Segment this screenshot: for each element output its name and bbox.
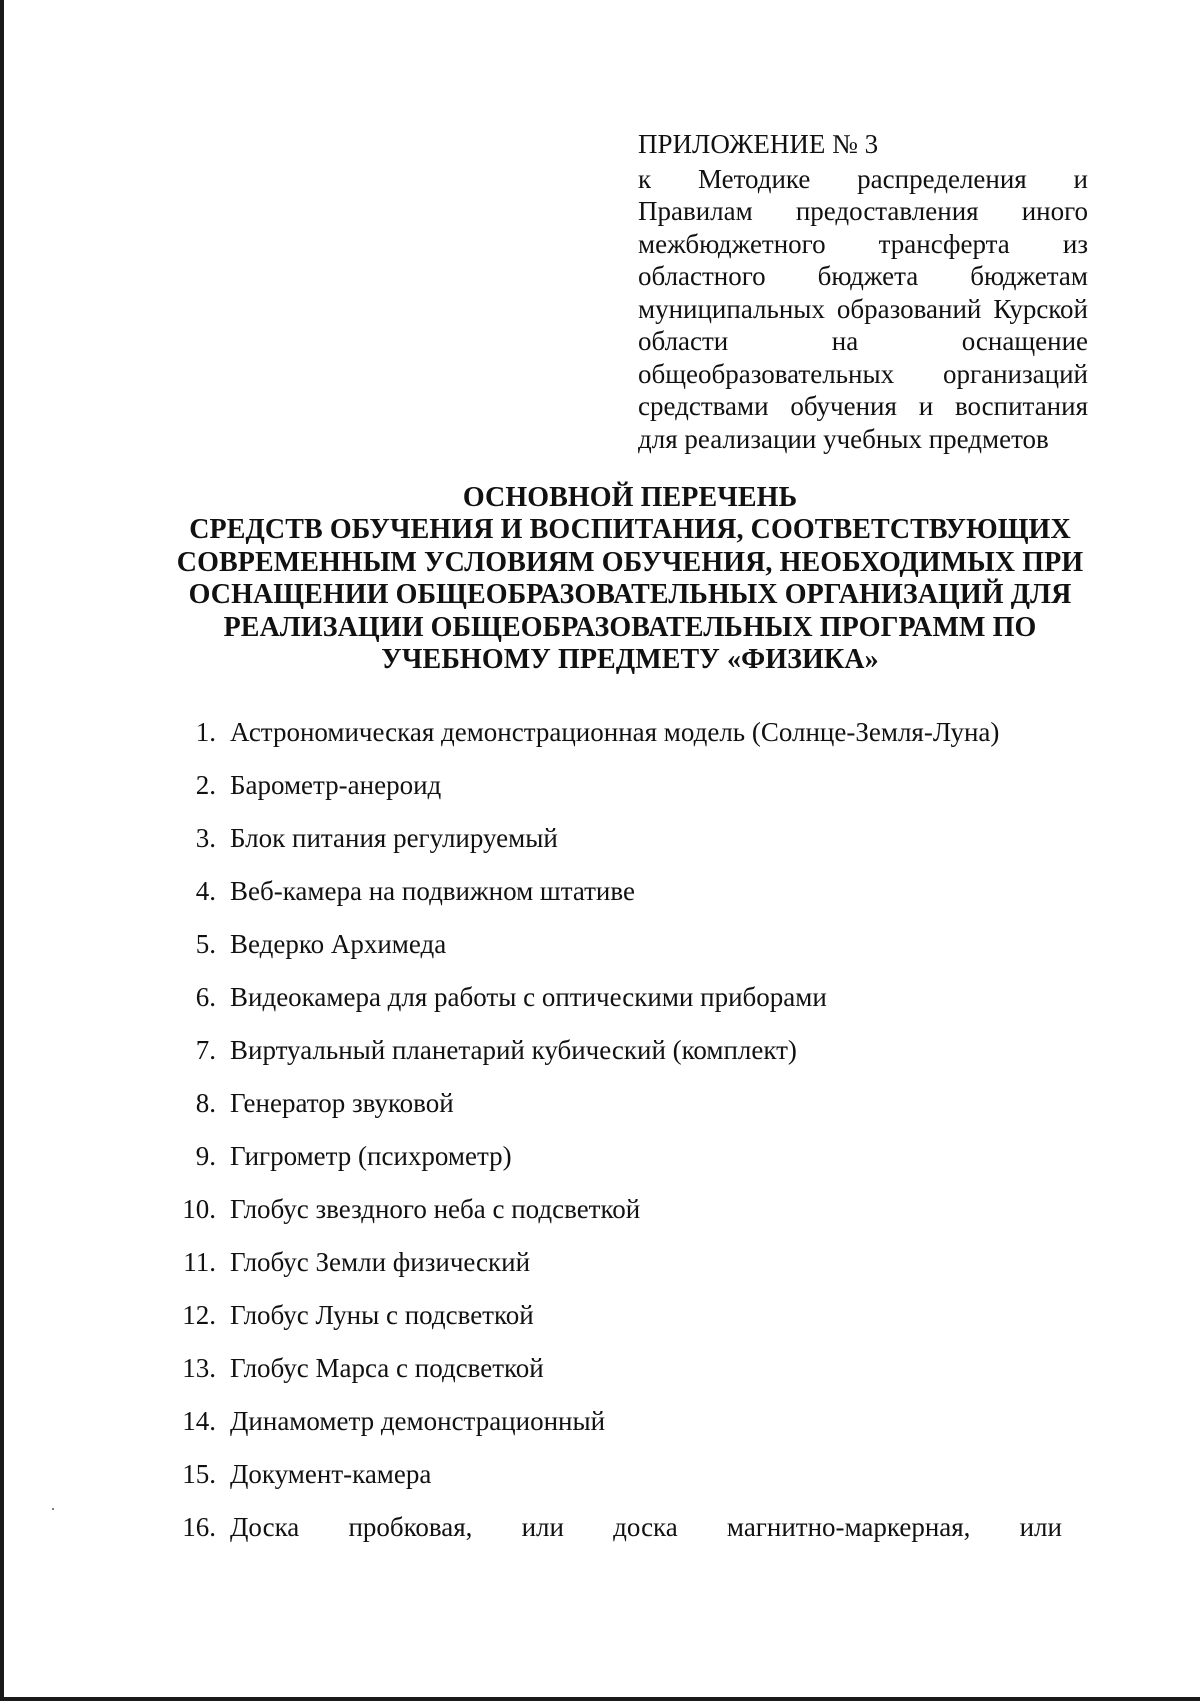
item-number: 7. xyxy=(195,1035,216,1065)
item-text: Веб-камера на подвижном штативе xyxy=(230,876,635,906)
list-item xyxy=(165,822,1065,875)
list-item xyxy=(165,1193,1065,1246)
item-text: Гигрометр (психрометр) xyxy=(230,1141,512,1171)
item-number: 12. xyxy=(182,1300,216,1330)
item-text: Видеокамера для работы с оптическими приборами xyxy=(230,982,827,1012)
item-number: 14. xyxy=(182,1406,216,1436)
item-text: Астрономическая демонстрационная модель (Солнце-Земля-Луна) xyxy=(230,717,1000,747)
list-item xyxy=(165,1246,1065,1299)
item-text: Блок питания регулируемый xyxy=(230,823,558,853)
list-item xyxy=(165,1458,1065,1511)
item-number: 11. xyxy=(183,1247,216,1277)
item-text xyxy=(230,1511,1062,1564)
heading-line: РЕАЛИЗАЦИИ ОБЩЕОБРАЗОВАТЕЛЬНЫХ ПРОГРАММ ПО xyxy=(223,611,1037,643)
item-number: 8. xyxy=(195,1088,216,1118)
item-word: или xyxy=(1019,1512,1062,1542)
list-item xyxy=(165,1299,1065,1352)
item-number: 2. xyxy=(195,770,216,800)
item-text: Глобус звездного неба с подсветкой xyxy=(230,1194,641,1224)
item-text: Глобус Земли физический xyxy=(230,1247,531,1277)
list-item xyxy=(165,981,1065,1034)
item-number: 4. xyxy=(195,876,216,906)
list-heading xyxy=(110,482,1150,676)
item-text: Виртуальный планетарий кубический (комплект) xyxy=(230,1035,797,1065)
list-item xyxy=(165,1352,1065,1405)
item-word: магнитно-маркерная, xyxy=(726,1512,971,1542)
scan-edge-bottom xyxy=(0,1697,1200,1701)
item-word: Доска xyxy=(230,1512,300,1542)
annex-title: ПРИЛОЖЕНИЕ № 3 xyxy=(638,129,879,159)
list-item xyxy=(165,1087,1065,1140)
item-text: Документ-камера xyxy=(230,1459,432,1489)
item-number: 16. xyxy=(182,1512,216,1542)
heading-line: ОСНОВНОЙ ПЕРЕЧЕНЬ xyxy=(462,482,798,513)
item-number: 1. xyxy=(195,717,216,747)
annex-body: к Методике распределения и Правилам предоставления иного межбюджетного трансферта из областного бюджета бюджетам муниципальных образований Курской области на оснащение общеобразовательных организаций средствами обучения и воспитания для реализации учебных предметов xyxy=(638,163,1088,454)
list-item xyxy=(165,875,1065,928)
scan-speck xyxy=(52,1508,54,1510)
annex-block xyxy=(638,128,1088,455)
item-text: Ведерко Архимеда xyxy=(230,929,447,959)
item-number: 6. xyxy=(195,982,216,1012)
list-item xyxy=(165,1405,1065,1458)
item-number: 15. xyxy=(182,1459,216,1489)
heading-line: СОВРЕМЕННЫМ УСЛОВИЯМ ОБУЧЕНИЯ, НЕОБХОДИМЫХ ПРИ xyxy=(176,546,1084,578)
item-text: Динамометр демонстрационный xyxy=(230,1406,606,1436)
equipment-list xyxy=(165,716,1065,1564)
item-number: 13. xyxy=(182,1353,216,1383)
item-text: Барометр-анероид xyxy=(230,770,442,800)
item-number: 9. xyxy=(195,1141,216,1171)
list-item xyxy=(165,769,1065,822)
item-text: Глобус Марса с подсветкой xyxy=(230,1353,544,1383)
heading-line: УЧЕБНОМУ ПРЕДМЕТУ «ФИЗИКА» xyxy=(381,644,879,676)
list-item xyxy=(165,716,1065,769)
list-item xyxy=(165,928,1065,981)
item-number: 10. xyxy=(182,1194,216,1224)
item-number: 5. xyxy=(195,929,216,959)
item-word: пробковая, xyxy=(348,1512,473,1542)
list-item-continued xyxy=(165,1511,1065,1564)
list-item xyxy=(165,1140,1065,1193)
scan-edge-left xyxy=(0,0,4,1701)
item-text: Глобус Луны с подсветкой xyxy=(230,1300,534,1330)
item-number: 3. xyxy=(195,823,216,853)
list-item xyxy=(165,1034,1065,1087)
heading-line: СРЕДСТВ ОБУЧЕНИЯ И ВОСПИТАНИЯ, СООТВЕТСТВУЮЩИХ xyxy=(189,514,1071,546)
item-word: или xyxy=(521,1512,564,1542)
item-text: Генератор звуковой xyxy=(230,1088,454,1118)
item-word: доска xyxy=(613,1512,678,1542)
heading-line: ОСНАЩЕНИИ ОБЩЕОБРАЗОВАТЕЛЬНЫХ ОРГАНИЗАЦИЙ ДЛЯ xyxy=(188,579,1072,611)
